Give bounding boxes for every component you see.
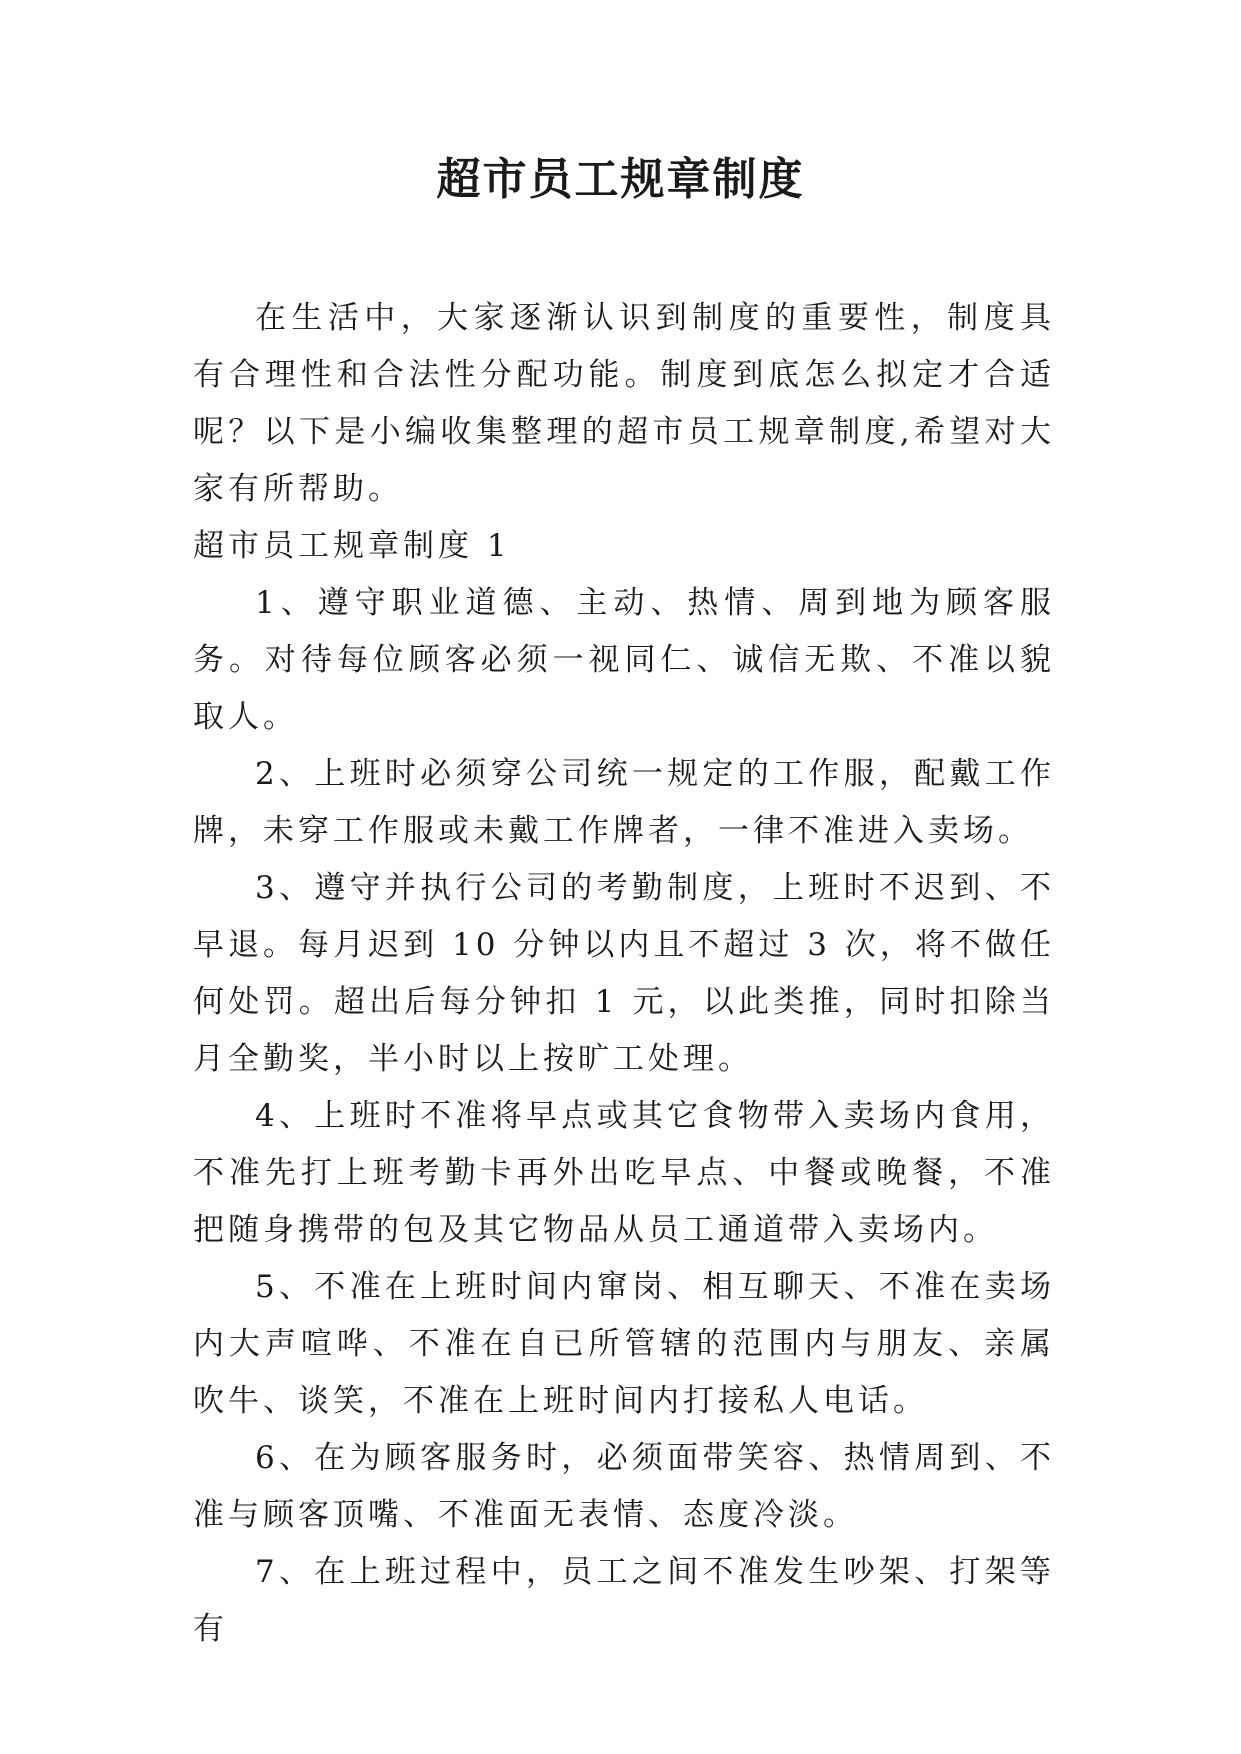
rule-item: 4、上班时不准将早点或其它食物带入卖场内食用，不准先打上班考勤卡再外出吃早点、中餐或晚餐，不准把随身携带的包及其它物品从员工通道带入卖场内。	[193, 1098, 1055, 1248]
rule-item: 5、不准在上班时间内窜岗、相互聊天、不准在卖场内大声喧哗、不准在自已所管辖的范围内与朋友、亲属吹牛、谈笑，不准在上班时间内打接私人电话。	[193, 1269, 1055, 1419]
rule-item: 1、遵守职业道德、主动、热情、周到地为顾客服务。对待每位顾客必须一视同仁、诚信无欺、不准以貌取人。	[193, 585, 1055, 735]
rule-item: 6、在为顾客服务时，必须面带笑容、热情周到、不准与顾客顶嘴、不准面无表情、态度冷淡。	[193, 1440, 1055, 1533]
intro-block	[193, 290, 1055, 518]
rule-item: 3、遵守并执行公司的考勤制度，上班时不迟到、不早退。每月迟到 10 分钟以内且不超过 3 次，将不做任何处罚。超出后每分钟扣 1 元，以此类推，同时扣除当月全勤奖，半小时以上按旷工处理。	[193, 870, 1055, 1077]
rule-item: 7、在上班过程中，员工之间不准发生吵架、打架等有	[193, 1554, 1055, 1647]
section-title: 超市员工规章制度 1	[193, 528, 511, 564]
rule-item: 2、上班时必须穿公司统一规定的工作服，配戴工作牌，未穿工作服或未戴工作牌者，一律不准进入卖场。	[193, 756, 1055, 849]
document-title: 超市员工规章制度	[436, 154, 805, 205]
intro-paragraph: 在生活中，大家逐渐认识到制度的重要性，制度具有合理性和合法性分配功能。制度到底怎么拟定才合适呢？以下是小编收集整理的超市员工规章制度,希望对大家有所帮助。	[193, 300, 1055, 507]
section-block	[193, 518, 1055, 1658]
